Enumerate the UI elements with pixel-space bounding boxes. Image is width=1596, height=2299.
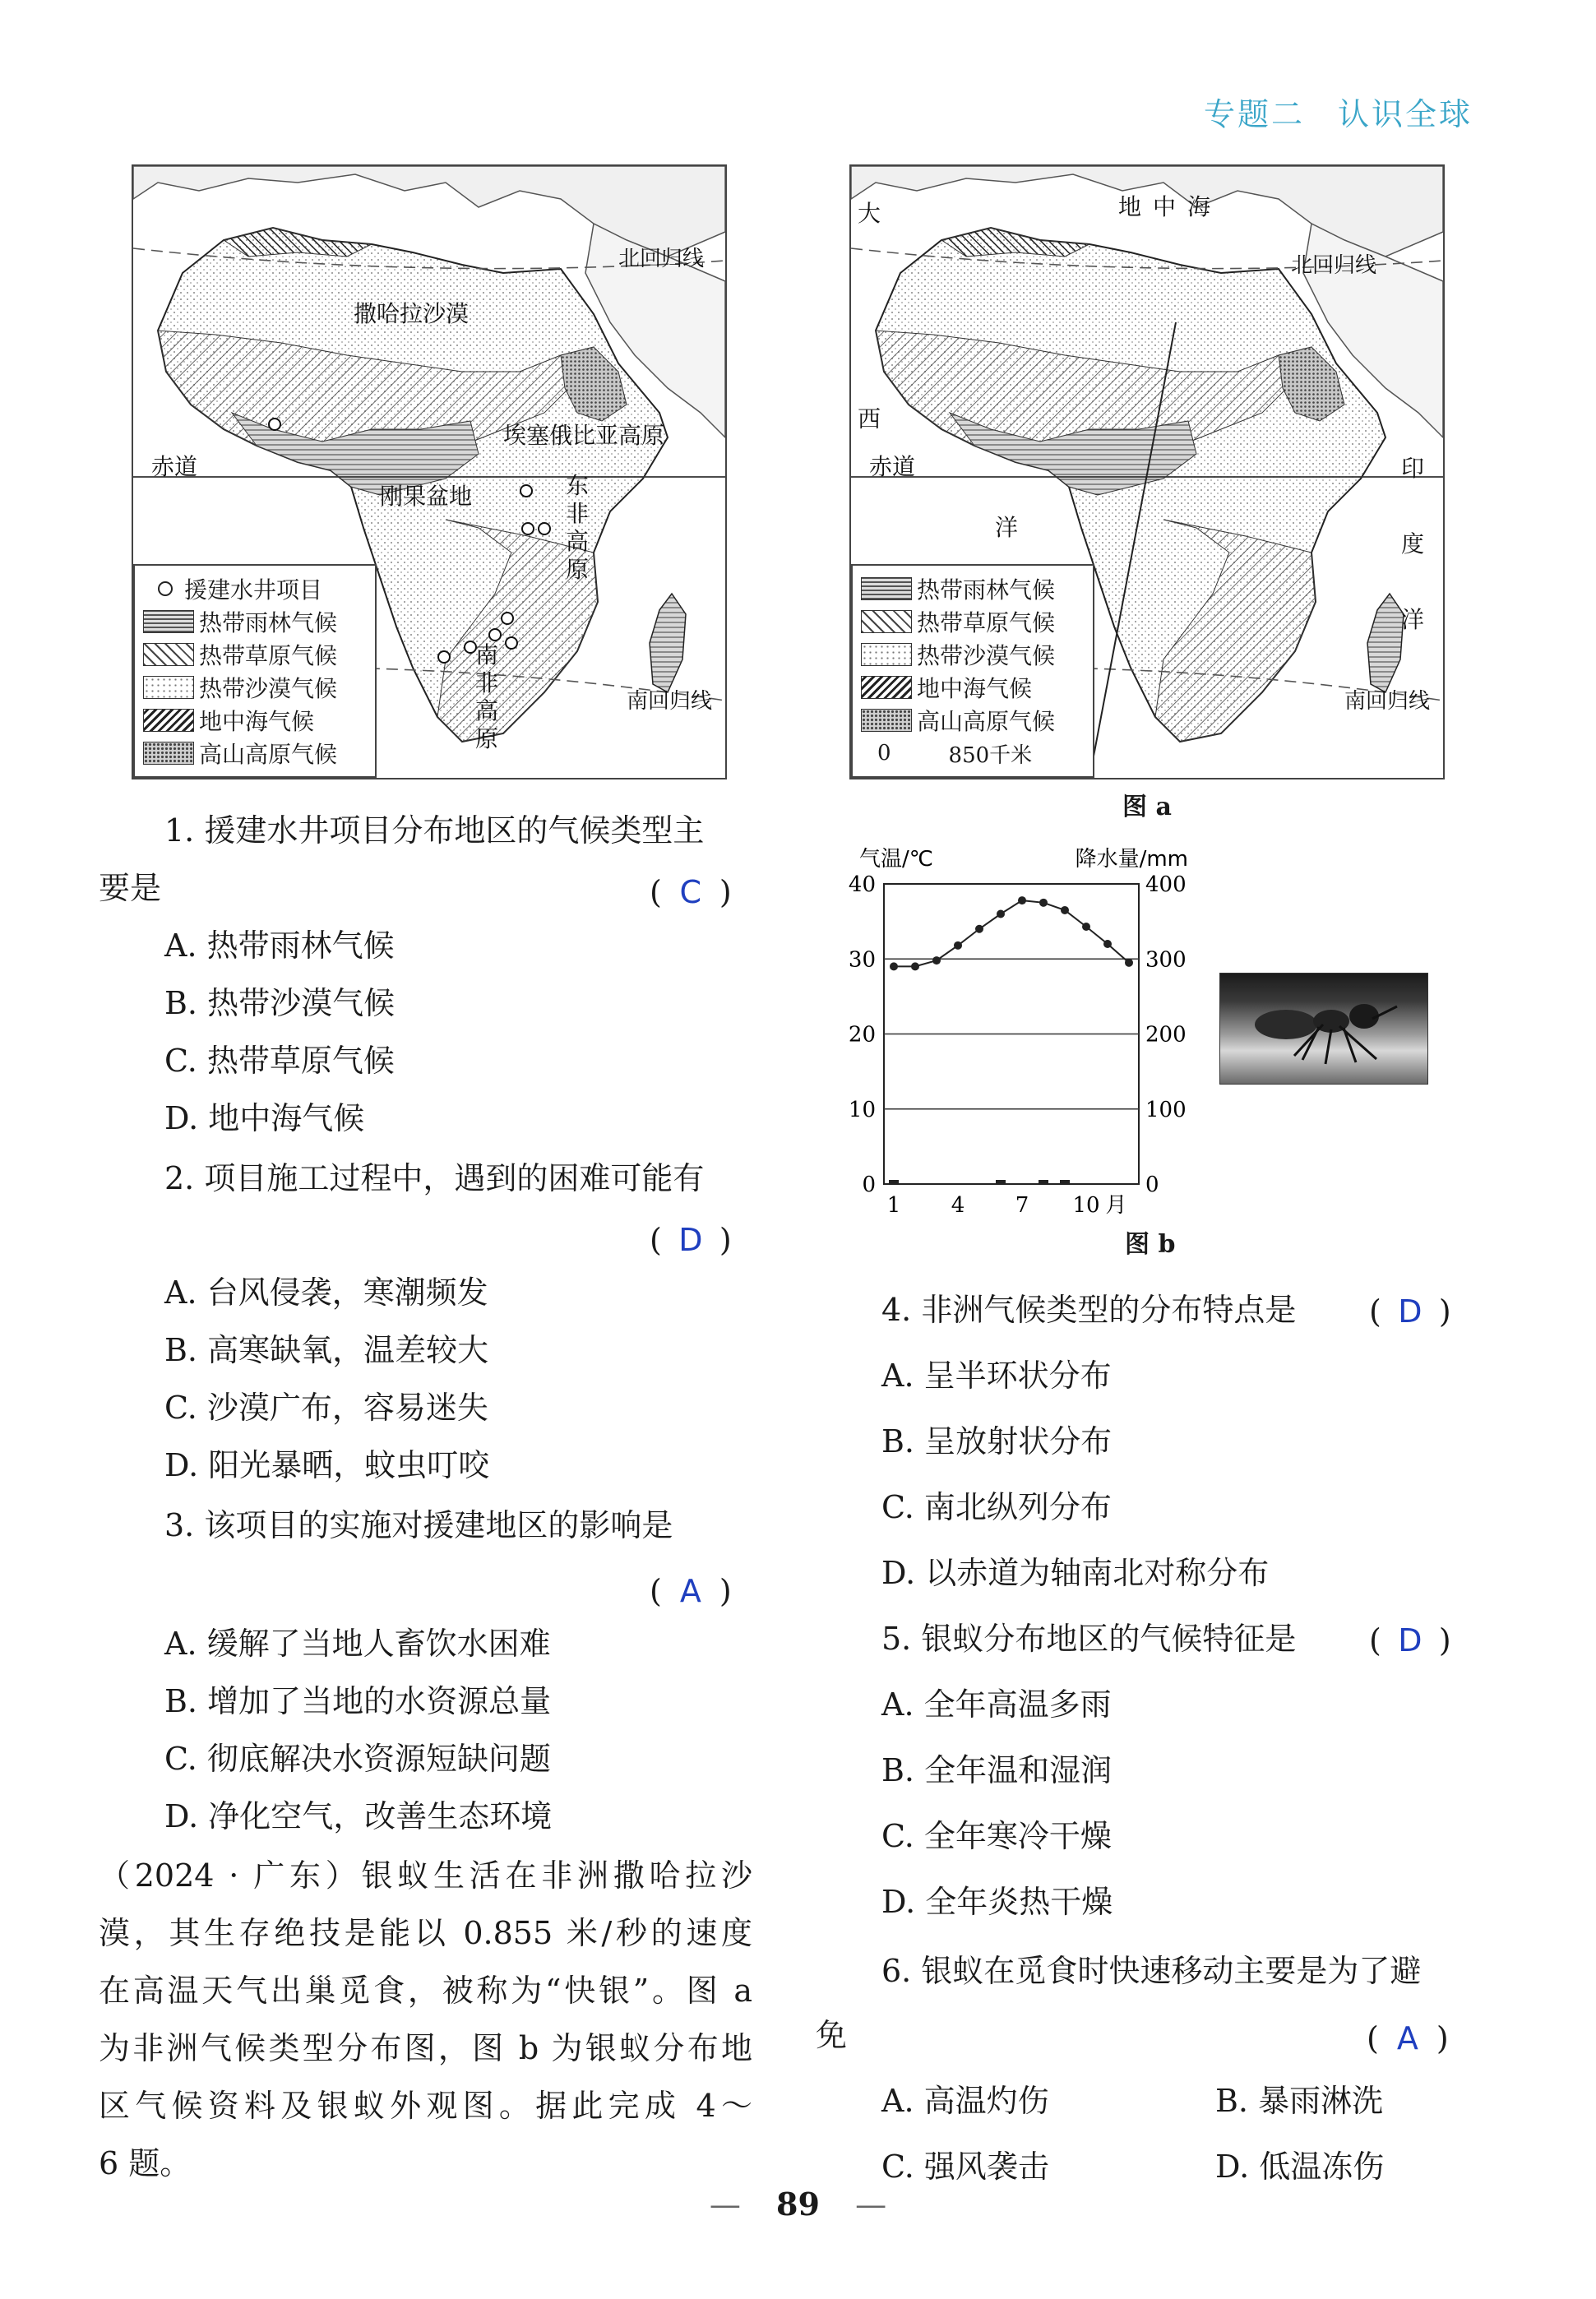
q3-stem: 3. 该项目的实施对援建地区的影响是 — [164, 1507, 673, 1543]
intro-line-5: 区气候资料及银蚁外观图。据此完成 4～ — [99, 2088, 752, 2124]
legend-item: 高山高原气候 — [199, 741, 338, 768]
q2-option-c: C. 沙漠广布，容易迷失 — [164, 1390, 488, 1426]
q4-answer-letter: D — [1398, 1293, 1423, 1330]
temperature-point — [890, 962, 898, 970]
map1-tropic-n-label: 北回归线 — [618, 247, 705, 271]
highland-swatch — [861, 709, 912, 732]
map2-ocean-label-da: 大 — [858, 200, 881, 227]
q1-option-b: B. 热带沙漠气候 — [164, 985, 396, 1021]
precip-bar — [889, 1180, 899, 1184]
x-tick-label: 7 — [1015, 1193, 1029, 1218]
temperature-point — [1082, 923, 1090, 931]
intro-line-6: 6 题。 — [99, 2145, 192, 2181]
q6-stem-cont: 免 — [816, 2017, 848, 2053]
map1-legend — [133, 564, 377, 778]
map1-ethiopia-label: 埃塞俄比亚高原 — [503, 422, 665, 449]
rainforest-swatch — [143, 610, 194, 633]
temperature-point — [997, 910, 1005, 918]
y-right-tick-label: 400 — [1145, 872, 1187, 897]
temperature-line — [894, 900, 1129, 966]
y-right-tick-label: 100 — [1145, 1097, 1187, 1122]
q1-option-d: D. 地中海气候 — [164, 1100, 365, 1136]
q2-answer: ( D ) — [650, 1222, 732, 1258]
map1-east-africa-label: 东非高原 — [565, 472, 589, 583]
map1-south-africa-label: 南非高原 — [474, 641, 498, 752]
q4-option-d: D. 以赤道为轴南北对称分布 — [881, 1555, 1270, 1591]
q5-answer-letter: D — [1398, 1622, 1423, 1658]
y-right-axis-label: 降水量/mm — [1075, 847, 1188, 872]
page-header — [1204, 89, 1473, 134]
silver-ant-photo — [1219, 973, 1428, 1085]
q2-stem: 2. 项目施工过程中，遇到的困难可能有 — [164, 1160, 705, 1196]
q6-stem: 6. 银蚁在觅食时快速移动主要是为了避 — [881, 1953, 1422, 1989]
temperature-point — [1018, 896, 1026, 904]
q5-option-a: A. 全年高温多雨 — [881, 1686, 1112, 1723]
map1-equator-label: 赤道 — [151, 453, 198, 480]
intro-line-2: 漠，其生存绝技是能以 0.855 米/秒的速度 — [99, 1915, 752, 1951]
header-title: 认识全球 — [1337, 96, 1473, 132]
scale-zero: 0 — [877, 741, 891, 766]
q5-option-b: B. 全年温和湿润 — [881, 1752, 1113, 1788]
precip-bar — [996, 1180, 1006, 1184]
legend-item: 热带雨林气候 — [917, 576, 1056, 604]
temperature-point — [954, 941, 962, 950]
y-left-tick-label: 40 — [848, 872, 876, 897]
q4-answer: ( D ) — [1369, 1293, 1451, 1330]
page-dash-right: — — [855, 2186, 887, 2223]
well-icon — [158, 581, 173, 596]
med-north-zone — [941, 228, 1089, 257]
x-tick-label: 1 — [886, 1193, 901, 1218]
q2-answer-letter: D — [678, 1222, 703, 1258]
legend-item: 热带草原气候 — [199, 642, 338, 669]
header-section: 专题二 — [1203, 96, 1305, 132]
map2-legend — [851, 564, 1094, 778]
med-north-zone — [224, 228, 372, 257]
map2-tropic-s-label: 南回归线 — [1344, 689, 1431, 714]
savanna-swatch — [143, 643, 194, 666]
q5-stem: 5. 银蚁分布地区的气候特征是 — [881, 1621, 1297, 1657]
temperature-point — [932, 956, 941, 964]
savanna-swatch — [861, 610, 912, 633]
q3-option-d: D. 净化空气，改善生态环境 — [164, 1798, 553, 1834]
map2-ocean-label-xi: 西 — [858, 405, 881, 433]
q1-option-a: A. 热带雨林气候 — [164, 927, 395, 964]
madagascar — [650, 594, 686, 692]
map1-tropic-s-label: 南回归线 — [627, 689, 713, 714]
q3-option-a: A. 缓解了当地人畜饮水困难 — [164, 1626, 551, 1662]
africa-climate-map-2 — [849, 164, 1445, 779]
intro-line-4: 为非洲气候类型分布图，图 b 为银蚁分布地 — [99, 2030, 752, 2066]
q3-option-b: B. 增加了当地的水资源总量 — [164, 1683, 552, 1719]
map1-sahara-label: 撒哈拉沙漠 — [354, 300, 470, 327]
madagascar — [1367, 594, 1404, 692]
temperature-point — [911, 962, 919, 970]
intro-line-1: （2024 · 广东）银蚁生活在非洲撒哈拉沙 — [99, 1857, 752, 1894]
q5-option-d: D. 全年炎热干燥 — [881, 1884, 1113, 1920]
mediterranean-swatch — [143, 709, 194, 732]
q5-option-c: C. 全年寒冷干燥 — [881, 1818, 1112, 1854]
mediterranean-swatch — [861, 676, 912, 699]
temperature-point — [1103, 940, 1112, 948]
x-tick-label: 4 — [951, 1193, 965, 1218]
q5-answer: ( D ) — [1369, 1622, 1451, 1658]
q6-answer: ( A ) — [1367, 2020, 1449, 2056]
y-left-tick-label: 0 — [862, 1173, 876, 1197]
q1-option-c: C. 热带草原气候 — [164, 1043, 395, 1079]
y-right-tick-label: 0 — [1145, 1173, 1159, 1197]
figure-a-caption: 图 a — [1122, 793, 1172, 821]
precip-bar — [1039, 1180, 1048, 1184]
map1-congo-label: 刚果盆地 — [380, 483, 473, 510]
temperature-point — [1061, 906, 1069, 914]
q4-stem: 4. 非洲气候类型的分布特点是 — [881, 1292, 1297, 1328]
page-number-value: 89 — [776, 2186, 820, 2223]
legend-item: 热带沙漠气候 — [917, 642, 1056, 669]
temperature-point — [1125, 959, 1133, 967]
temperature-point — [975, 925, 983, 933]
map2-equator-label: 赤道 — [869, 453, 916, 480]
silver-ant-icon — [1220, 974, 1427, 1084]
q1-stem: 1. 援建水井项目分布地区的气候类型主 — [164, 812, 705, 849]
legend-item: 地中海气候 — [917, 675, 1033, 702]
q3-answer: ( A ) — [650, 1573, 732, 1609]
climate-chart — [839, 830, 1200, 1242]
x-tick-label: 月 — [1105, 1193, 1127, 1218]
desert-swatch — [861, 643, 912, 666]
y-left-tick-label: 30 — [848, 947, 876, 973]
intro-line-3: 在高温天气出巢觅食，被称为“快银”。图 a — [99, 1973, 752, 2009]
y-left-tick-label: 20 — [848, 1022, 876, 1048]
q6-option-a: A. 高温灼伤 — [881, 2083, 1049, 2119]
rainforest-swatch — [861, 577, 912, 600]
legend-item: 援建水井项目 — [184, 576, 323, 604]
q2-option-a: A. 台风侵袭，寒潮频发 — [164, 1274, 488, 1311]
desert-swatch — [143, 676, 194, 699]
q1-answer: ( C ) — [650, 874, 732, 910]
climate-chart-svg — [839, 830, 1200, 1242]
figure-b-caption: 图 b — [1125, 1230, 1176, 1259]
q4-option-a: A. 呈半环状分布 — [881, 1358, 1112, 1394]
map2-med-label: 地中海 — [1118, 193, 1223, 220]
q6-option-c: C. 强风袭击 — [881, 2149, 1049, 2185]
map2-tropic-n-label: 北回归线 — [1291, 253, 1377, 278]
page-dash-left: — — [709, 2186, 741, 2223]
q6-answer-letter: A — [1396, 2020, 1418, 2056]
legend-item: 热带草原气候 — [917, 609, 1056, 636]
legend-item: 热带沙漠气候 — [199, 675, 338, 702]
legend-item: 高山高原气候 — [917, 708, 1056, 735]
x-tick-label: 10 — [1072, 1193, 1100, 1218]
map2-indian-ocean-label: 印度洋 — [1400, 455, 1424, 633]
q1-answer-letter: C — [679, 874, 702, 910]
q3-option-c: C. 彻底解决水资源短缺问题 — [164, 1741, 551, 1777]
q3-answer-letter: A — [679, 1573, 701, 1609]
q6-option-d: D. 低温冻伤 — [1215, 2149, 1385, 2185]
temperature-point — [1039, 899, 1048, 907]
q1-stem-cont: 要是 — [99, 870, 162, 906]
y-left-tick-label: 10 — [848, 1097, 876, 1122]
scale-value: 850千米 — [948, 742, 1033, 768]
q4-option-c: C. 南北纵列分布 — [881, 1489, 1112, 1525]
q4-option-b: B. 呈放射状分布 — [881, 1423, 1113, 1459]
page-number — [0, 2186, 1596, 2223]
legend-item: 地中海气候 — [199, 708, 315, 735]
q2-option-b: B. 高寒缺氧，温差较大 — [164, 1332, 489, 1368]
q2-option-d: D. 阳光暴晒，蚊虫叮咬 — [164, 1447, 490, 1483]
y-left-axis-label: 气温/℃ — [859, 847, 933, 872]
y-right-tick-label: 300 — [1145, 947, 1187, 973]
y-right-tick-label: 200 — [1145, 1022, 1187, 1048]
africa-climate-map-1 — [132, 164, 727, 779]
highland-swatch — [143, 742, 194, 765]
precip-bar — [1060, 1180, 1070, 1184]
legend-item: 热带雨林气候 — [199, 609, 338, 636]
map2-ocean-label-yang: 洋 — [995, 514, 1019, 541]
q6-option-b: B. 暴雨淋洗 — [1215, 2083, 1384, 2119]
